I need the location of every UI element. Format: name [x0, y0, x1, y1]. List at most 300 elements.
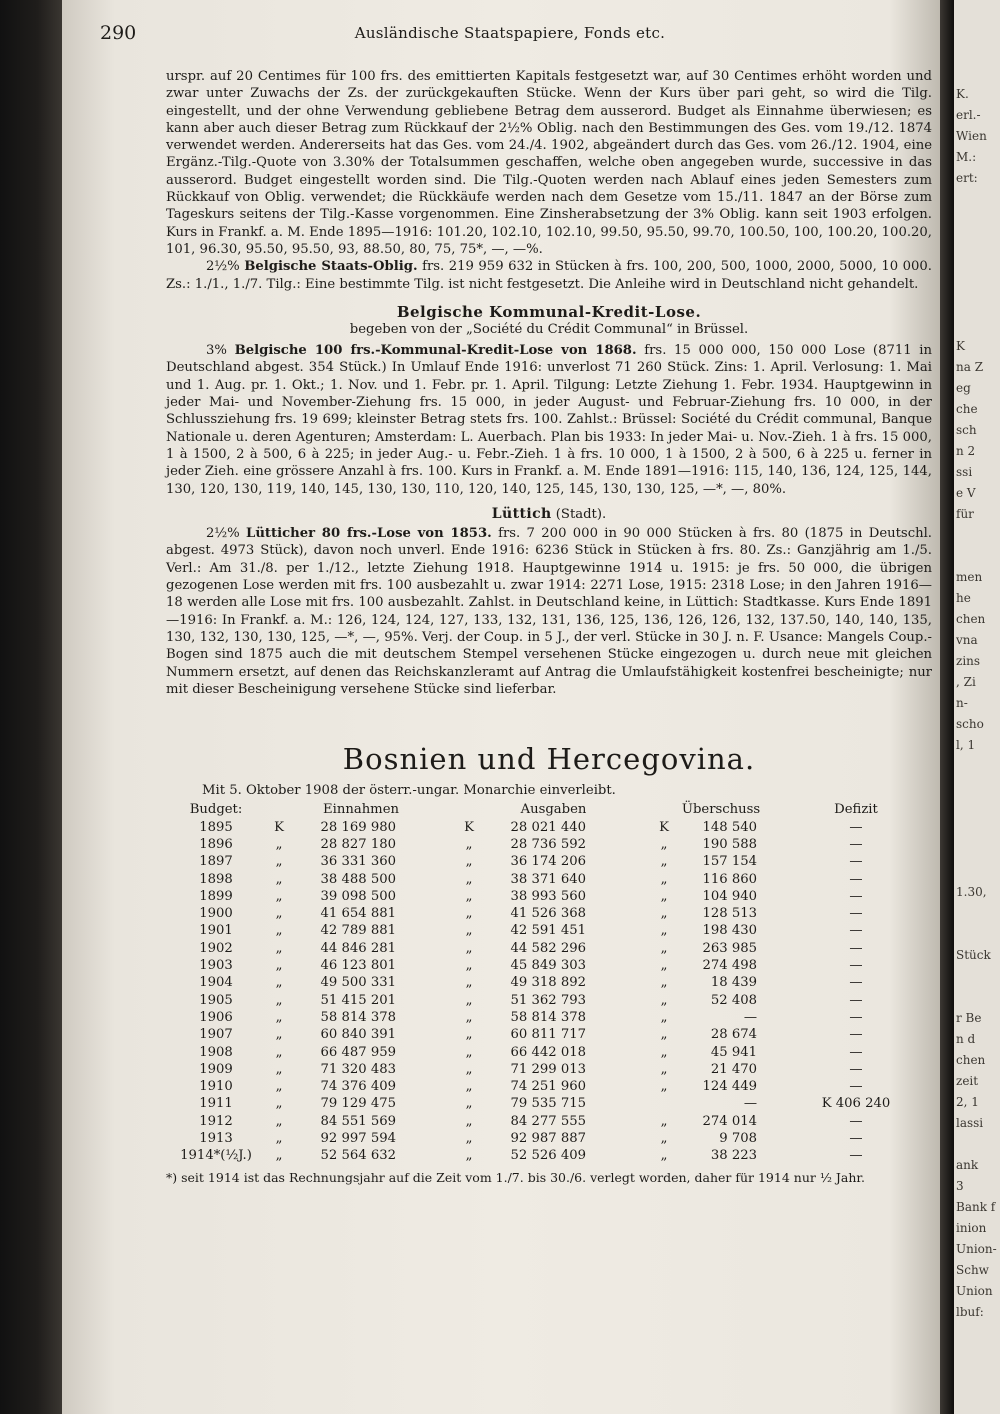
table-cell	[791, 871, 921, 888]
adjacent-page-line: che	[956, 402, 978, 416]
row-expense-unit: „	[465, 871, 473, 887]
adjacent-page-line: zins	[956, 654, 981, 668]
row-income: 39 098 500	[320, 888, 396, 904]
table-cell	[266, 905, 456, 922]
section-title-text: Lüttich	[491, 505, 552, 522]
row-expense: 28 736 592	[510, 836, 586, 852]
book-gutter	[940, 0, 954, 1414]
row-year: 1899	[199, 888, 233, 904]
row-deficit: —	[849, 1131, 863, 1147]
header-expense: Ausgaben	[520, 802, 587, 818]
row-year: 1902	[199, 940, 233, 956]
row-expense: 51 362 793	[510, 992, 586, 1008]
row-income-unit: K	[274, 819, 284, 835]
table-cell	[651, 940, 791, 957]
row-year: 1911	[199, 1096, 233, 1112]
entry-name: Belgische Staats-Oblig.	[244, 259, 418, 275]
row-expense-unit: „	[465, 1148, 473, 1164]
table-cell	[266, 1078, 456, 1095]
adjacent-page-line	[954, 294, 1000, 315]
row-expense: 36 174 206	[510, 854, 586, 870]
header-deficit: Defizit	[834, 802, 878, 818]
table-cell	[651, 1026, 791, 1043]
row-income-unit: „	[275, 958, 283, 974]
table-cell	[266, 1061, 456, 1078]
table-cell	[166, 1113, 266, 1130]
table-cell	[266, 836, 456, 853]
adjacent-page-line: K.	[956, 87, 969, 101]
table-cell	[651, 888, 791, 905]
adjacent-page-line: erl.-	[956, 108, 981, 122]
adjacent-page-line: chen	[956, 612, 986, 626]
table-cell	[791, 819, 921, 836]
adjacent-page-line	[954, 315, 1000, 336]
table-cell	[651, 1113, 791, 1130]
row-income: 28 169 980	[320, 819, 396, 835]
row-income-unit: „	[275, 1148, 283, 1164]
row-income: 44 846 281	[320, 940, 396, 956]
entry-name: Belgische 100 frs.-Kommunal-Kredit-Lose von 1868.	[234, 343, 637, 359]
row-income: 66 487 959	[320, 1044, 396, 1060]
table-row	[166, 888, 921, 905]
adjacent-page-line: r Be	[956, 1011, 982, 1025]
row-income: 51 415 201	[320, 992, 396, 1008]
adjacent-page-line	[954, 21, 1000, 42]
adjacent-page-line: inion	[956, 1221, 987, 1235]
row-expense: 58 814 378	[510, 1009, 586, 1025]
table-cell	[166, 905, 266, 922]
table-cell	[166, 957, 266, 974]
adjacent-page-line: e V	[956, 486, 976, 500]
row-income: 49 500 331	[320, 975, 396, 991]
table-row	[166, 1026, 921, 1043]
row-expense: 84 277 555	[510, 1113, 586, 1129]
table-row	[166, 1044, 921, 1061]
adjacent-page-line	[954, 819, 1000, 840]
row-surplus: 45 941	[710, 1044, 757, 1060]
bosnien-intro: Mit 5. Oktober 1908 der österr.-ungar. Monarchie einverleibt.	[202, 783, 616, 799]
adjacent-page-line	[954, 840, 1000, 861]
adjacent-page-line: ssi	[956, 465, 973, 479]
row-income-unit: „	[275, 992, 283, 1008]
row-surplus-unit: „	[660, 975, 668, 991]
table-cell	[166, 1061, 266, 1078]
adjacent-page-line: n 2	[956, 444, 976, 458]
row-year: 1913	[199, 1131, 233, 1147]
adjacent-page-line	[954, 861, 1000, 882]
table-cell	[791, 1026, 921, 1043]
entry-name: Lütticher 80 frs.-Lose von 1853.	[246, 526, 492, 542]
row-year: 1905	[199, 992, 233, 1008]
entry-text: frs. 7 200 000 in 90 000 Stücken à frs. 80 (1875 in Deutschl. abgest. 4973 Stück), davon noch unverl. Ende 1916: 6236 Stück in Stücken à frs. 80. Zs.: Ganzjährig am 1./5. Verl.: Am 31./8. per 1./12., letzte Ziehung 1918. Hauptgewinne 1914 u. 1915: je frs. 50 000, die übrigen gezogenen Lose werden mit frs. 100 ausbezahlt u. zwar 1914: 2271 Lose, 1915: 2318 Lose; in den Jahren 1916—18 werden alle Lose mit frs. 100 ausbezahlt. Zahlst. in Deutschland keine, in Lüttich: Stadtkasse. Kurs Ende 1891—1916: In Frankf. a. M.: 126, 124, 124, 127, 133, 132, 131, 136, 125, 136, 126, 126, 132, 137.50, 140, 140, 135, 130, 132, 130, 130, 125, —*, —, 95%. Verj. der Coup. in 5 J., der verl. Stücke in 30 J. n. F. Usance: Mangels Coup.-Bogen sind 1875 auch die mit deutschem Stempel versehenen Stücke eingezogen u. durch neue mit gleichen Nummern ersetzt, auf denen das Reichskanzleramt auf Antrag die Umlaufstähigkeit kostenfrei bescheinigte; nur mit dieser Bescheinigung versehene Stücke sind lieferbar.	[166, 526, 932, 697]
table-cell	[456, 1009, 651, 1026]
row-surplus-unit: „	[660, 1148, 668, 1164]
row-expense: 92 987 887	[510, 1131, 586, 1147]
row-deficit: —	[849, 923, 863, 939]
table-cell	[791, 1009, 921, 1026]
table-cell	[166, 992, 266, 1009]
adjacent-page-line: für	[956, 507, 974, 521]
table-cell	[266, 871, 456, 888]
table-cell	[651, 974, 791, 991]
table-cell	[266, 1026, 456, 1043]
row-deficit: —	[849, 819, 863, 835]
table-cell	[456, 940, 651, 957]
table-cell	[266, 992, 456, 1009]
row-year: 1903	[199, 958, 233, 974]
adjacent-page-line: Union-	[956, 1242, 997, 1256]
table-cell	[266, 974, 456, 991]
table-row	[166, 871, 921, 888]
row-income: 46 123 801	[320, 958, 396, 974]
row-income-unit: „	[275, 1009, 283, 1025]
header-surplus: Überschuss	[681, 802, 761, 818]
row-surplus: 274 498	[702, 958, 757, 974]
adjacent-page-line: l, 1	[956, 738, 976, 752]
row-surplus: 18 439	[710, 975, 757, 991]
row-expense-unit: „	[465, 888, 473, 904]
row-surplus: —	[743, 1096, 757, 1112]
adjacent-page-line: ert:	[956, 171, 978, 185]
table-row	[166, 836, 921, 853]
row-deficit: K 406 240	[821, 1096, 891, 1112]
row-expense-unit: „	[465, 854, 473, 870]
row-income-unit: „	[275, 871, 283, 887]
row-income-unit: „	[275, 940, 283, 956]
table-cell	[166, 819, 266, 836]
table-cell	[166, 1026, 266, 1043]
adjacent-page-line: na Z	[956, 360, 984, 374]
table-cell	[651, 922, 791, 939]
adjacent-page-line: lbuf:	[956, 1305, 984, 1319]
row-income-unit: „	[275, 1079, 283, 1095]
table-row	[166, 1147, 921, 1164]
row-income: 58 814 378	[320, 1009, 396, 1025]
table-cell	[456, 974, 651, 991]
adjacent-page-line	[954, 63, 1000, 84]
row-income: 79 129 475	[320, 1096, 396, 1112]
table-row	[166, 1078, 921, 1095]
adjacent-page-line: M.:	[956, 150, 977, 164]
adjacent-page-line	[954, 210, 1000, 231]
table-cell	[166, 1044, 266, 1061]
row-year: 1897	[199, 854, 233, 870]
table-row	[166, 922, 921, 939]
table-cell	[651, 853, 791, 870]
table-cell	[651, 871, 791, 888]
table-cell	[651, 836, 791, 853]
row-expense-unit: „	[465, 906, 473, 922]
adjacent-page-line: , Zi	[956, 675, 976, 689]
table-cell	[791, 1044, 921, 1061]
table-row	[166, 853, 921, 870]
adjacent-page-line: Bank f	[956, 1200, 996, 1214]
table-row	[166, 905, 921, 922]
row-expense: 38 993 560	[510, 888, 586, 904]
row-deficit: —	[849, 836, 863, 852]
row-surplus-unit: „	[660, 958, 668, 974]
table-cell	[456, 819, 651, 836]
row-surplus: 21 470	[710, 1061, 757, 1077]
row-income: 60 840 391	[320, 1027, 396, 1043]
row-income-unit: „	[275, 888, 283, 904]
adjacent-page-line	[954, 252, 1000, 273]
adjacent-page-line: lassi	[956, 1116, 984, 1130]
header-income: Einnahmen	[323, 802, 399, 818]
table-cell	[266, 1130, 456, 1147]
row-income-unit: „	[275, 1044, 283, 1060]
row-year: 1907	[199, 1027, 233, 1043]
page-number: 290	[100, 22, 137, 44]
adjacent-page-line: scho	[956, 717, 984, 731]
row-deficit: —	[849, 1113, 863, 1129]
running-head: Ausländische Staatspapiere, Fonds etc.	[354, 24, 666, 42]
table-cell	[651, 957, 791, 974]
row-surplus-unit: „	[660, 1027, 668, 1043]
row-expense: 66 442 018	[510, 1044, 586, 1060]
row-surplus-unit: „	[660, 871, 668, 887]
table-cell	[791, 905, 921, 922]
table-cell	[456, 905, 651, 922]
row-deficit: —	[849, 1148, 863, 1164]
row-income-unit: „	[275, 1096, 283, 1112]
table-row	[166, 992, 921, 1009]
row-income-unit: „	[275, 854, 283, 870]
section-title-luettich	[166, 506, 932, 523]
luettich-entry	[166, 525, 932, 698]
table-cell	[266, 957, 456, 974]
row-surplus: 148 540	[702, 819, 757, 835]
row-year: 1909	[199, 1061, 233, 1077]
table-cell	[456, 1078, 651, 1095]
row-expense-unit: „	[465, 975, 473, 991]
row-deficit: —	[849, 888, 863, 904]
adjacent-page-line	[954, 777, 1000, 798]
entry-text: frs. 15 000 000, 150 000 Lose (8711 in Deutschland abgest. 354 Stück.) In Umlauf Ende 1916: unverlost 71 260 Stück. Zins: 1. April. Verlosung: 1. Mai und 1. Aug. pr. 1. Okt.; 1. Nov. und 1. Febr. pr. 1. April. Tilgung: Letzte Ziehung 1. Febr. 1934. Hauptgewinn in jeder Mai- und November-Ziehung frs. 15 000, in jeder August- und Februar-Ziehung frs. 10 000, in der Schlussziehung frs. 19 699; kleinster Betrag stets frs. 100. Zahlst.: Brüssel: Société du Crédit communal, Banque Nationale u. deren Agenturen; Amsterdam: L. Auerbach. Plan bis 1933: In jeder Mai- u. Nov.-Zieh. 1 à frs. 15 000, 1 à 1500, 2 à 500, 6 à 225; in jeder Aug.- u. Febr.-Zieh. 1 à frs. 10 000, 1 à 1500, 2 à 500, 6 à 225 u. ferner in jeder Zieh. eine grössere Anzahl à frs. 100. Kurs in Frankf. a. M. Ende 1891—1916: 115, 140, 136, 124, 125, 144, 130, 120, 130, 119, 140, 145, 130, 130, 110, 120, 140, 125, 145, 130, 130, 125, —*, —, 80%.	[166, 343, 932, 497]
table-cell	[456, 1026, 651, 1043]
table-row	[166, 1009, 921, 1026]
table-cell	[791, 940, 921, 957]
row-year: 1914*(½J.)	[180, 1148, 252, 1164]
row-expense-unit: „	[465, 992, 473, 1008]
table-cell	[266, 1009, 456, 1026]
table-cell	[266, 922, 456, 939]
row-surplus-unit: „	[660, 923, 668, 939]
row-surplus: 157 154	[702, 854, 757, 870]
row-expense: 42 591 451	[510, 923, 586, 939]
section-title-suffix: (Stadt).	[551, 506, 607, 522]
adjacent-page-line: ank	[956, 1158, 979, 1172]
entry-text: frs. 219 959 632 in Stücken à frs. 100, 200, 500, 1000, 2000, 5000, 10 000. Zs.: 1./1., 1./7. Tilg.: Eine bestimmte Tilg. ist nicht festgesetzt. Die Anleihe wird in Deutschland nicht gehandelt.	[166, 259, 933, 292]
row-surplus: 52 408	[710, 992, 757, 1008]
table-cell	[456, 836, 651, 853]
kommunal-entry	[166, 342, 932, 498]
row-deficit: —	[849, 940, 863, 956]
row-surplus-unit: „	[660, 836, 668, 852]
page-header	[100, 22, 920, 46]
adjacent-page-line: n d	[956, 1032, 976, 1046]
table-cell	[266, 819, 456, 836]
table-cell	[456, 853, 651, 870]
table-cell	[166, 940, 266, 957]
row-deficit: —	[849, 871, 863, 887]
adjacent-page-line: Union	[956, 1284, 993, 1298]
table-cell	[456, 1061, 651, 1078]
footnote: *) seit 1914 ist das Rechnungsjahr auf die Zeit vom 1./7. bis 30./6. verlegt worden, daher für 1914 nur ½ Jahr.	[166, 1169, 865, 1185]
adjacent-page-line	[954, 189, 1000, 210]
row-surplus-unit: K	[659, 819, 669, 835]
table-cell	[166, 1078, 266, 1095]
table-cell	[791, 853, 921, 870]
table-cell	[456, 871, 651, 888]
row-expense: 28 021 440	[510, 819, 586, 835]
row-deficit: —	[849, 1061, 863, 1077]
adjacent-page-line	[954, 798, 1000, 819]
row-year: 1910	[199, 1079, 233, 1095]
table-cell	[791, 836, 921, 853]
adjacent-page-line: 2, 1	[956, 1095, 979, 1109]
row-surplus-unit: „	[660, 1044, 668, 1060]
entry-prefix: 3%	[206, 343, 227, 359]
row-surplus: 38 223	[710, 1148, 757, 1164]
row-income: 41 654 881	[320, 906, 396, 922]
row-year: 1896	[199, 836, 233, 852]
row-income-unit: „	[275, 906, 283, 922]
adjacent-page-line: 1.30,	[956, 885, 987, 899]
row-surplus: 9 708	[719, 1131, 757, 1147]
row-income-unit: „	[275, 1027, 283, 1043]
row-surplus: 274 014	[702, 1113, 757, 1129]
table-cell	[266, 888, 456, 905]
row-expense: 41 526 368	[510, 906, 586, 922]
table-cell	[266, 1044, 456, 1061]
adjacent-page-line	[954, 903, 1000, 924]
table-cell	[651, 1147, 791, 1164]
row-expense-unit: „	[465, 923, 473, 939]
table-cell	[791, 888, 921, 905]
adjacent-page-line: eg	[956, 381, 971, 395]
table-cell	[651, 1009, 791, 1026]
table-cell	[651, 1044, 791, 1061]
row-income: 74 376 409	[320, 1079, 396, 1095]
row-expense-unit: „	[465, 940, 473, 956]
table-row	[166, 1095, 921, 1112]
adjacent-page-line: K	[956, 339, 965, 353]
adjacent-page-line: chen	[956, 1053, 986, 1067]
row-expense-unit: „	[465, 1009, 473, 1025]
row-income: 42 789 881	[320, 923, 396, 939]
row-income: 71 320 483	[320, 1061, 396, 1077]
adjacent-page-line	[954, 273, 1000, 294]
table-row	[166, 940, 921, 957]
table-cell	[791, 992, 921, 1009]
row-expense-unit: „	[465, 1027, 473, 1043]
table-cell	[456, 957, 651, 974]
row-income: 52 564 632	[320, 1148, 396, 1164]
row-income-unit: „	[275, 1061, 283, 1077]
section-title-bosnien: Bosnien und Hercegovina.	[342, 742, 756, 777]
row-income: 36 331 360	[320, 854, 396, 870]
budget-table	[166, 801, 921, 1164]
table-cell	[166, 1130, 266, 1147]
adjacent-page-line	[954, 42, 1000, 63]
row-surplus-unit: „	[660, 992, 668, 1008]
adjacent-page-line: vna	[956, 633, 978, 647]
row-income: 28 827 180	[320, 836, 396, 852]
row-expense: 60 811 717	[510, 1027, 586, 1043]
table-cell	[166, 871, 266, 888]
table-cell	[651, 992, 791, 1009]
adjacent-page-line	[954, 924, 1000, 945]
row-surplus: 190 588	[702, 836, 757, 852]
row-deficit: —	[849, 906, 863, 922]
table-cell	[456, 1113, 651, 1130]
table-cell	[791, 922, 921, 939]
entry-prefix: 2½%	[206, 526, 240, 542]
table-cell	[166, 888, 266, 905]
row-income: 84 551 569	[320, 1113, 396, 1129]
table-cell	[791, 1113, 921, 1130]
row-surplus-unit: „	[660, 1113, 668, 1129]
row-deficit: —	[849, 854, 863, 870]
adjacent-page-line: 3	[956, 1179, 964, 1193]
row-year: 1895	[199, 819, 233, 835]
table-cell	[791, 1130, 921, 1147]
row-surplus: 128 513	[702, 906, 757, 922]
table-cell	[791, 1095, 921, 1112]
row-expense-unit: „	[465, 1079, 473, 1095]
row-expense: 74 251 960	[510, 1079, 586, 1095]
row-surplus-unit: „	[660, 888, 668, 904]
row-expense: 71 299 013	[510, 1061, 586, 1077]
table-cell	[651, 1095, 791, 1112]
table-cell	[456, 888, 651, 905]
row-year: 1901	[199, 923, 233, 939]
row-income-unit: „	[275, 975, 283, 991]
row-deficit: —	[849, 958, 863, 974]
table-cell	[166, 922, 266, 939]
row-income-unit: „	[275, 923, 283, 939]
adjacent-page-line	[954, 0, 1000, 21]
row-year: 1908	[199, 1044, 233, 1060]
table-cell	[166, 974, 266, 991]
table-row	[166, 1130, 921, 1147]
row-year: 1904	[199, 975, 233, 991]
table-row	[166, 1061, 921, 1078]
table-cell	[651, 1078, 791, 1095]
row-income-unit: „	[275, 836, 283, 852]
table-cell	[791, 974, 921, 991]
row-expense-unit: „	[465, 1044, 473, 1060]
table-cell	[456, 1147, 651, 1164]
row-surplus-unit: „	[660, 854, 668, 870]
table-cell	[456, 1095, 651, 1112]
table-cell	[166, 1147, 266, 1164]
row-surplus-unit: „	[660, 906, 668, 922]
table-row	[166, 974, 921, 991]
adjacent-page-line: n-	[956, 696, 968, 710]
table-cell	[456, 992, 651, 1009]
row-surplus: 28 674	[710, 1027, 757, 1043]
table-cell	[651, 819, 791, 836]
row-surplus: 198 430	[702, 923, 757, 939]
book-binding-left	[0, 0, 62, 1414]
table-cell	[791, 1061, 921, 1078]
row-expense: 49 318 892	[510, 975, 586, 991]
row-expense-unit: „	[465, 1061, 473, 1077]
adjacent-page-line	[954, 756, 1000, 777]
table-cell	[266, 853, 456, 870]
